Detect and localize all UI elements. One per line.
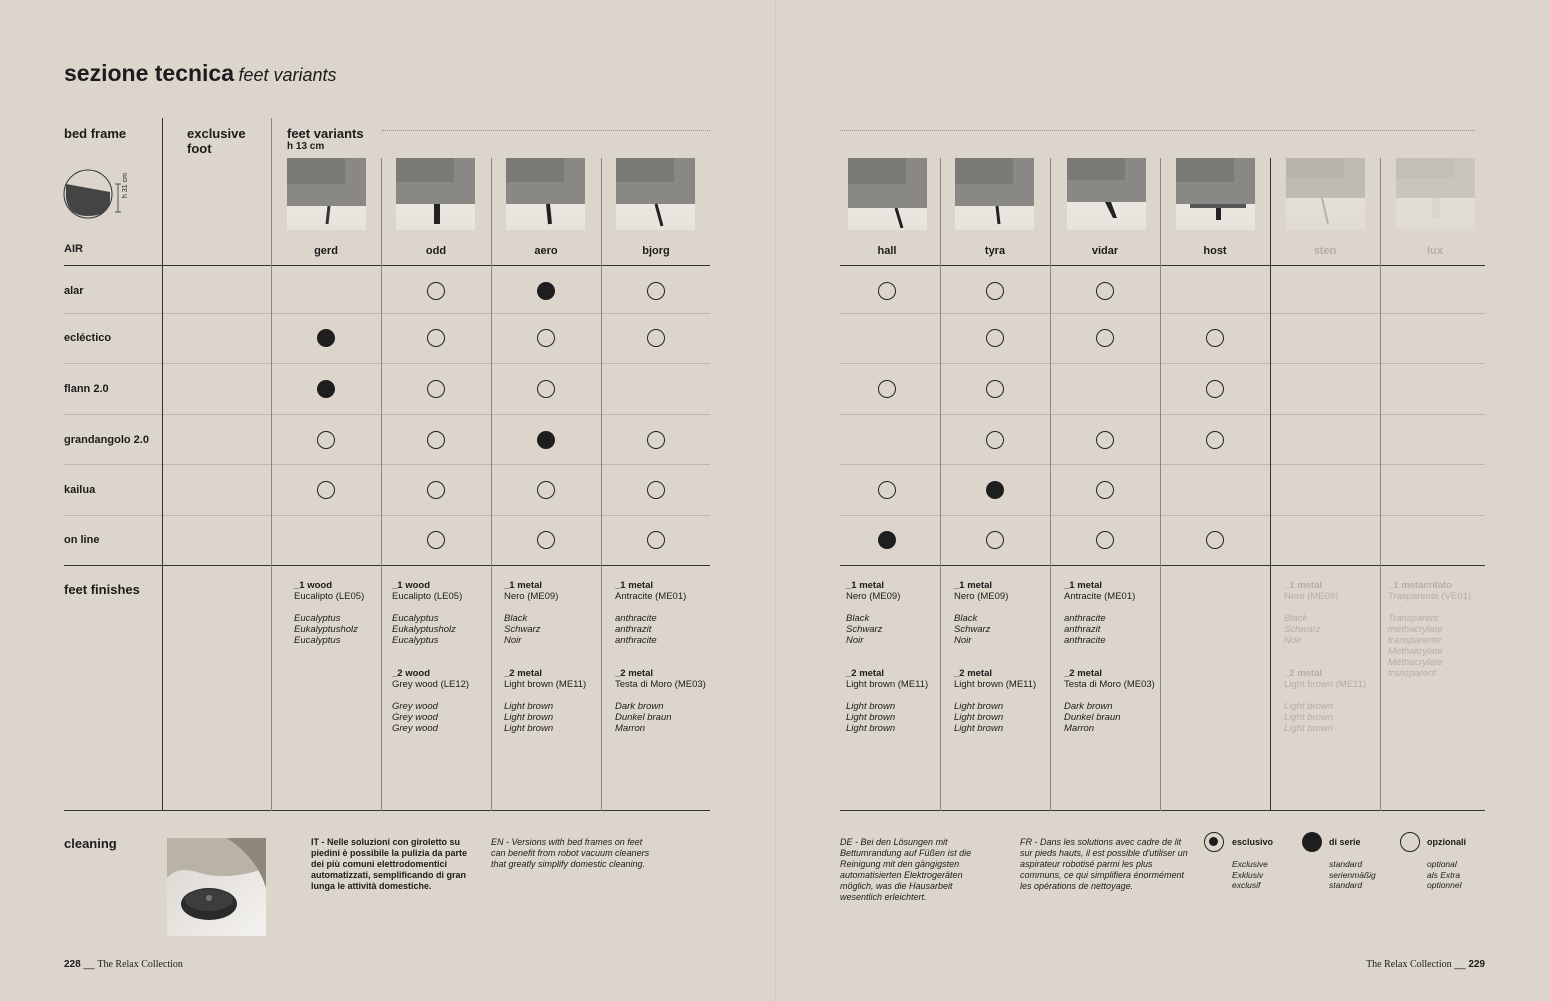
finish-gap [846,602,951,613]
finish-translation: Light brown [846,723,896,734]
finish-spacer [504,646,609,668]
legend-standard-sub [1329,859,1376,891]
cleaning-text-it: IT - Nelle soluzioni con giroletto su piedini è possibile la pulizia da parte dei più comuni elettrodomentici automatizzati, semplificando di gran lunga le attività domestiche. [311,837,468,891]
finish-name: Antracite (ME01) [615,591,687,602]
finish-translation: Grey wood [392,701,438,712]
optional-marker-tyra [986,329,1004,347]
standard-marker-gerd [317,329,335,347]
finish-name: Eucalipto (LE05) [294,591,365,602]
column-divider [162,118,163,811]
optional-marker-tyra [986,380,1004,398]
finish-block-vidar [1064,580,1169,734]
finish-translation: Eucalyptus [392,635,439,646]
finish-gap [504,690,609,701]
optional-marker-aero [537,329,555,347]
optional-marker-aero [537,481,555,499]
finish-heading: _2 metal [1284,668,1323,679]
finish-heading: _1 metal [846,580,885,591]
page-spine [775,0,776,1001]
finish-translation: Dark brown [615,701,664,712]
legend-optional-sub [1427,859,1462,891]
standard-marker-tyra [986,481,1004,499]
finish-translation: Dark brown [1064,701,1113,712]
finish-translation: Light brown [954,723,1004,734]
finish-translation: Schwarz [954,624,991,635]
finish-block-hall [846,580,951,734]
finish-block-lux [1388,580,1488,679]
finishes-rule-right [840,565,1485,566]
finish-name: Nero (ME09) [504,591,559,602]
foot-thumbnail-hall [848,158,927,230]
legend-standard-sub-fr: standard [1329,880,1363,890]
optional-marker-hall [878,380,896,398]
finish-translation: anthracite [1064,613,1106,624]
legend-optional-label: opzionali [1427,837,1466,847]
optional-marker-odd [427,431,445,449]
finish-gap [615,690,720,701]
finish-name: Nero (ME09) [846,591,901,602]
legend-exclusive-sub-fr: exclusif [1232,880,1261,890]
bed-frame-diagram-icon [62,168,142,224]
optional-marker-bjorg [647,431,665,449]
finish-heading: _1 metal [954,580,993,591]
finish-gap [1284,690,1389,701]
finish-heading: _2 metal [504,668,543,679]
finishes-rule-left [64,565,710,566]
finish-spacer [1064,646,1169,668]
feet-variants-header: feet variants [287,126,364,141]
optional-marker-host [1206,329,1224,347]
finish-translation: Noir [1284,635,1302,646]
finish-translation: Light brown [1284,701,1334,712]
column-name-tyra: tyra [984,245,1006,257]
optional-marker-hall [878,481,896,499]
finish-spacer [392,646,497,668]
row-separator [840,363,1485,364]
footer-right [1366,959,1485,970]
foot-thumbnail-sten [1286,158,1365,230]
optional-marker-odd [427,531,445,549]
finish-spacer [1284,646,1389,668]
finish-translation: Light brown [1284,712,1334,723]
table-top-rule-left [64,265,710,266]
finish-translation: Light brown [504,701,554,712]
finish-block-tyra [954,580,1059,734]
foot-thumbnail-aero [506,158,585,230]
finish-translation: Eucalyptus [392,613,439,624]
finish-heading: _1 metal [615,580,654,591]
row-separator [840,313,1485,314]
finish-translation: anthrazit [1064,624,1101,635]
legend-optional-sub-en: optional [1427,859,1457,869]
collection-name-left: The Relax Collection [97,959,183,970]
title-sub: feet variants [238,65,337,85]
table-top-rule-right [840,265,1485,266]
finish-gap [1064,690,1169,701]
finish-name: Light brown (ME11) [1284,679,1367,690]
standard-marker-aero [537,282,555,300]
legend-optional-icon [1400,832,1420,852]
footer-left [64,959,183,970]
finish-translation: Eukalyptusholz [294,624,358,635]
exclusive-foot-header: exclusive foot [187,126,246,156]
optional-marker-host [1206,531,1224,549]
finish-translation: Schwarz [504,624,541,635]
row-separator [840,464,1485,465]
finish-gap [294,602,399,613]
optional-marker-vidar [1096,481,1114,499]
optional-marker-vidar [1096,531,1114,549]
column-name-host: host [1203,245,1227,257]
foot-thumbnail-host [1176,158,1255,230]
finish-translation: Méthacrylate transparent [1388,657,1443,679]
column-divider [271,118,272,811]
finish-translation: transparente Methakrylate [1388,635,1443,657]
standard-marker-aero [537,431,555,449]
optional-marker-aero [537,380,555,398]
cleaning-text-de: DE - Bei den Lösungen mit Bettumrandung auf Füßen ist die Reinigung mit den gängigsten automatisierten Elektrogeräten möglich, was die Hausarbeit wesentlich erleichtert. [840,837,972,902]
finish-heading: _1 metacrilato [1388,580,1452,591]
optional-marker-odd [427,329,445,347]
finish-translation: Marron [1064,723,1095,734]
page-number-left: 228 [64,959,81,970]
finish-translation: Schwarz [846,624,883,635]
legend-optional-sub-de: als Extra [1427,869,1461,880]
finish-block-aero [504,580,609,734]
finish-translation: Grey wood [392,723,438,734]
finish-translation: Light brown [504,723,554,734]
finish-translation: anthracite [615,613,657,624]
feet-height-label: h 13 cm [287,141,325,152]
finish-translation: anthrazit [615,624,652,635]
footer-separator-right: __ [1454,959,1466,970]
optional-marker-vidar [1096,329,1114,347]
finish-gap [392,602,497,613]
finish-name: Light brown (ME11) [504,679,587,690]
finish-block-odd [392,580,497,734]
cleaning-text-fr: FR - Dans les solutions avec cadre de lit sur pieds hauts, il est possible d'utiliser un aspirateur robotisé parmi les plus communs, ce qui simplifiera énormément les opérations de nettoyage. [1020,837,1188,891]
row-label-grandangolo: grandangolo 2.0 [64,434,149,446]
legend-standard-label: di serie [1329,837,1361,847]
cleaning-label: cleaning [64,836,117,851]
robot-vacuum-icon [167,838,266,936]
finish-heading: _2 wood [392,668,431,679]
finish-translation: Light brown [504,712,554,723]
finish-translation: Eukalyptusholz [392,624,456,635]
finish-translation: Black [846,613,870,624]
legend-exclusive-icon [1204,832,1224,852]
finish-translation: Light brown [954,701,1004,712]
finish-translation: Eucalyptus [294,613,341,624]
row-separator [64,313,710,314]
table-bottom-rule-right [840,810,1485,811]
frame-height-label: h 31 cm [122,173,129,198]
robot-vacuum-image [167,838,266,936]
legend-exclusive-sub-de: Exklusiv [1232,869,1264,880]
finish-translation: Light brown [954,712,1004,723]
foot-thumbnail-bjorg [616,158,695,230]
page-title [64,60,337,87]
finish-gap [954,602,1059,613]
standard-marker-hall [878,531,896,549]
finish-name: Light brown (ME11) [846,679,929,690]
row-separator [64,515,710,516]
finish-translation: Eucalyptus [294,635,341,646]
finish-heading: _1 wood [392,580,431,591]
row-separator [64,363,710,364]
foot-thumbnail-vidar [1067,158,1146,230]
finish-name: Antracite (ME01) [1064,591,1136,602]
finish-name: Grey wood (LE12) [392,679,470,690]
finish-translation: Dunkel braun [1064,712,1121,723]
column-divider [1270,158,1271,811]
finish-heading: _1 wood [294,580,333,591]
legend-standard-sub-en: standard [1329,859,1363,869]
column-divider [381,158,382,811]
finish-name: Testa di Moro (ME03) [1064,679,1155,690]
optional-marker-host [1206,431,1224,449]
optional-marker-aero [537,531,555,549]
finish-translation: anthracite [1064,635,1106,646]
finish-gap [1064,602,1169,613]
footer-separator-left: __ [83,959,95,970]
optional-marker-hall [878,282,896,300]
column-name-aero: aero [534,245,558,257]
optional-marker-bjorg [647,329,665,347]
finish-translation: Noir [954,635,972,646]
optional-marker-odd [427,380,445,398]
finish-block-sten [1284,580,1389,734]
finish-heading: _2 metal [846,668,885,679]
optional-marker-host [1206,380,1224,398]
finish-name: Nero (ME09) [954,591,1009,602]
row-separator [840,515,1485,516]
collection-name-right: The Relax Collection [1366,959,1452,970]
finish-gap [392,690,497,701]
finish-heading: _2 metal [615,668,654,679]
finish-heading: _1 metal [1284,580,1323,591]
finish-spacer [846,646,951,668]
header-dotted-line-left [382,130,710,131]
finish-spacer [954,646,1059,668]
finish-translation: Black [504,613,528,624]
optional-marker-odd [427,481,445,499]
optional-marker-bjorg [647,282,665,300]
optional-marker-tyra [986,531,1004,549]
finish-gap [1284,602,1389,613]
foot-thumbnail-tyra [955,158,1034,230]
row-label-alar: alar [64,285,84,297]
finish-translation: Transparent methacrylate [1388,613,1443,635]
finish-translation: Dunkel braun [615,712,672,723]
finish-translation: Black [1284,613,1308,624]
cleaning-text-en: EN - Versions with bed frames on feet can benefit from robot vacuum cleaners that greatly simplify domestic cleaning. [491,837,650,869]
feet-finishes-label: feet finishes [64,582,140,597]
page-number-right: 229 [1468,959,1485,970]
column-name-lux: lux [1427,245,1443,257]
column-name-vidar: vidar [1091,245,1119,257]
bed-frame-header: bed frame [64,126,127,141]
finish-translation: Noir [846,635,864,646]
finish-translation: Light brown [846,712,896,723]
legend-exclusive-sub [1232,859,1268,891]
header-dotted-line-right [840,130,1475,131]
title-main: sezione tecnica [64,60,235,86]
row-label-flann: flann 2.0 [64,383,109,395]
legend-exclusive-sub-en: Exclusive [1232,859,1268,869]
finish-heading: _2 metal [954,668,993,679]
finish-block-gerd [294,580,399,646]
finish-heading: _2 metal [1064,668,1103,679]
finish-gap [504,602,609,613]
column-name-bjorg: bjorg [642,245,670,257]
finish-translation: Light brown [846,701,896,712]
finish-gap [615,602,720,613]
row-label-on-line: on line [64,534,100,546]
row-label-kailua: kailua [64,484,96,496]
legend-optional-sub-fr: optionnel [1427,880,1462,890]
finish-heading: _1 metal [1064,580,1103,591]
optional-marker-vidar [1096,282,1114,300]
table-bottom-rule-left [64,810,710,811]
legend-standard-icon [1302,832,1322,852]
foot-thumbnail-gerd [287,158,366,230]
finish-translation: Grey wood [392,712,438,723]
finish-name: Trasparente (VE01) [1388,591,1472,602]
optional-marker-tyra [986,431,1004,449]
finish-translation: Noir [504,635,522,646]
optional-marker-tyra [986,282,1004,300]
row-separator [64,414,710,415]
optional-marker-gerd [317,481,335,499]
frame-model-label: AIR [64,243,83,255]
column-name-hall: hall [877,245,897,257]
optional-marker-vidar [1096,431,1114,449]
legend-exclusive-label: esclusivo [1232,837,1274,847]
legend-standard-sub-de: serienmäßig [1329,869,1376,880]
optional-marker-gerd [317,431,335,449]
column-name-odd: odd [425,245,447,257]
finish-translation: Light brown [1284,723,1334,734]
finish-block-bjorg [615,580,720,734]
finish-translation: Marron [615,723,646,734]
finish-gap [846,690,951,701]
optional-marker-odd [427,282,445,300]
finish-heading: _1 metal [504,580,543,591]
finish-translation: anthracite [615,635,657,646]
finish-name: Testa di Moro (ME03) [615,679,706,690]
finish-spacer [615,646,720,668]
finish-translation: Schwarz [1284,624,1321,635]
row-label-eclectico: ecléctico [64,332,112,344]
finish-gap [954,690,1059,701]
column-name-gerd: gerd [314,245,338,257]
optional-marker-bjorg [647,481,665,499]
finish-gap [1388,602,1488,613]
foot-thumbnail-lux [1396,158,1475,230]
finish-name: Nero (ME09) [1284,591,1339,602]
optional-marker-bjorg [647,531,665,549]
standard-marker-gerd [317,380,335,398]
finish-name: Eucalipto (LE05) [392,591,463,602]
row-separator [840,414,1485,415]
foot-thumbnail-odd [396,158,475,230]
finish-name: Light brown (ME11) [954,679,1037,690]
row-separator [64,464,710,465]
finish-translation: Black [954,613,978,624]
column-name-sten: sten [1313,245,1337,257]
